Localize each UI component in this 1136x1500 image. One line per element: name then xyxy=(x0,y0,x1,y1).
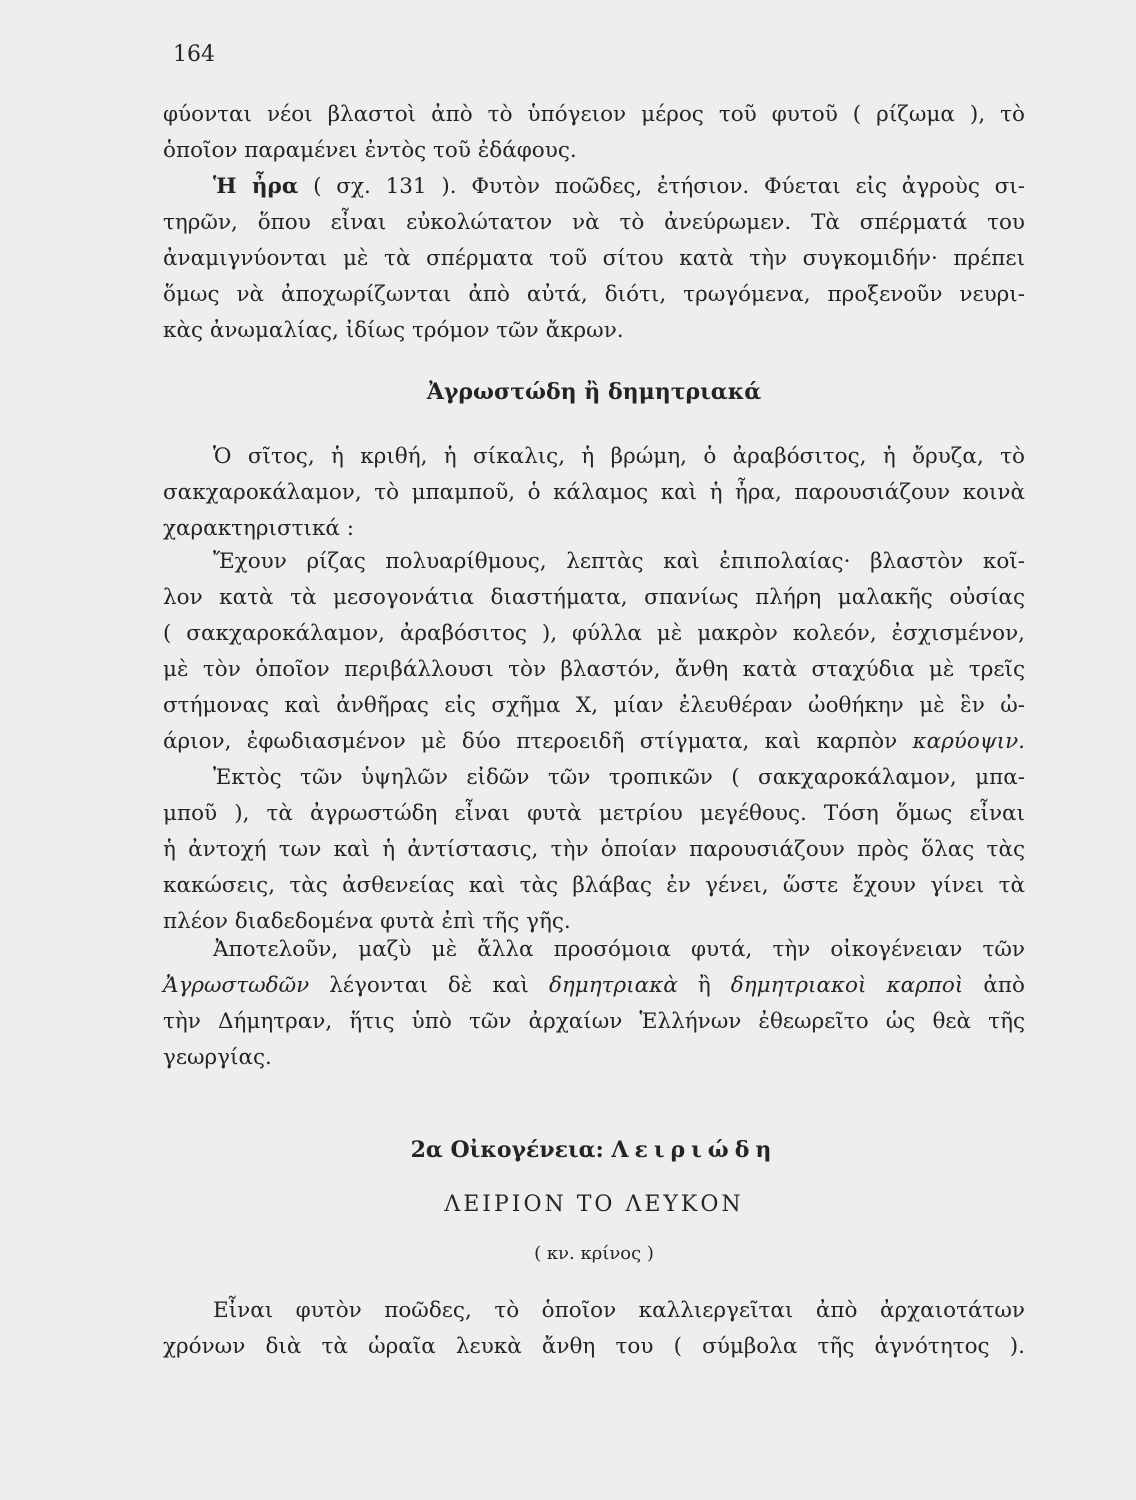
text-line xyxy=(163,169,1025,205)
text-line: μὲ τὸν ὁποῖον περιβάλλουσι τὸν βλαστόν, ἄνθη κατὰ σταχύδια μὲ τρεῖς xyxy=(163,657,1025,682)
family-heading-prefix: 2α Οἰκογένεια: xyxy=(410,1137,612,1163)
text-line: κὰς ἀνωμαλίας, ἰδίως τρόμον τῶν ἄκρων. xyxy=(163,318,624,343)
paragraph-4 xyxy=(163,932,1025,1076)
family-heading-name: Λειριώδη xyxy=(611,1137,778,1163)
text-line: σακχαροκάλαμον, τὸ μπαμποῦ, ὁ κάλαμος καὶ ἡ ἦρα, παρουσιάζουν κοινὰ xyxy=(163,480,1025,505)
text-line: Ἔχουν ρίζας πολυαρίθμους, λεπτὰς καὶ ἐπιπολαίας· βλαστὸν κοῖ- xyxy=(213,549,1025,574)
text-line: ἡ ἀντοχή των καὶ ἡ ἀντίστασις, τὴν ὁποίαν παρουσιάζουν πρὸς ὅλας τὰς xyxy=(163,837,1025,862)
section-heading: Ἀγρωστώδη ἢ δημητριακά xyxy=(426,379,762,405)
text-line: ὅμως νὰ ἀποχωρίζωνται ἀπὸ αὐτά, διότι, τρωγόμενα, προξενοῦν νευρι- xyxy=(163,282,1025,307)
paragraph-2 xyxy=(163,544,1025,760)
text-line: λον κατὰ τὰ μεσογονάτια διαστήματα, σπανίως πλήρη μαλακῆς οὐσίας xyxy=(163,585,1025,610)
page-number: 164 xyxy=(173,42,215,67)
text-line: ἀναμιγνύονται μὲ τὰ σπέρματα τοῦ σίτου κατὰ τὴν συγκομιδήν· πρέπει xyxy=(163,246,1025,271)
italic-term: Ἀγρωστωδῶν xyxy=(163,973,310,998)
text-line: χρόνων διὰ τὰ ὡραῖα λευκὰ ἄνθη του ( σύμβολα τῆς ἁγνότητος ). xyxy=(163,1334,1025,1359)
text-line: Ὁ σῖτος, ἡ κριθή, ἡ σίκαλις, ἡ βρώμη, ὁ ἀραβόσιτος, ἡ ὄρυζα, τὸ xyxy=(213,444,1025,469)
paragraph-1 xyxy=(163,439,1025,547)
text-line: Εἶναι φυτὸν ποῶδες, τὸ ὁποῖον καλλιεργεῖται ἀπὸ ἀρχαιοτάτων xyxy=(213,1298,1025,1323)
family-heading xyxy=(163,1137,1025,1163)
italic-term: δημητριακὰ xyxy=(548,973,678,998)
text-line: Ἐκτὸς τῶν ὑψηλῶν εἰδῶν τῶν τροπικῶν ( σακχαροκάλαμον, μπα- xyxy=(213,765,1025,790)
text-span: ἢ xyxy=(677,973,731,998)
text-line xyxy=(163,968,1025,1004)
text-line: γεωργίας. xyxy=(163,1045,272,1070)
text-line: πλέον διαδεδομένα φυτὰ ἐπὶ τῆς γῆς. xyxy=(163,909,571,934)
text-span: ἀπὸ xyxy=(963,973,1025,998)
text-line: φύονται νέοι βλαστοὶ ἀπὸ τὸ ὑπόγειον μέρος τοῦ φυτοῦ ( ρίζωμα ), τὸ xyxy=(163,102,1025,127)
text-line: τηρῶν, ὅπου εἶναι εὐκολώτατον νὰ τὸ ἀνεύρωμεν. Τὰ σπέρματά του xyxy=(163,210,1025,235)
text-line: Ἀποτελοῦν, μαζὺ μὲ ἄλλα προσόμοια φυτά, τὴν οἰκογένειαν τῶν xyxy=(213,937,1025,962)
text-line xyxy=(163,724,1025,760)
text-line: μποῦ ), τὰ ἀγρωστώδη εἶναι φυτὰ μετρίου μεγέθους. Τόση ὅμως εἶναι xyxy=(163,801,1025,826)
text-line: ( σακχαροκάλαμον, ἀραβόσιτος ), φύλλα μὲ μακρὸν κολεόν, ἐσχισμένον, xyxy=(163,621,1025,646)
species-title: ΛΕΙΡΙΟΝ ΤΟ ΛΕΥΚΟΝ xyxy=(444,1192,744,1217)
para2-last-text: άριον, ἐφωδιασμένον μὲ δύο πτεροειδῆ στίγματα, καὶ καρπὸν xyxy=(163,729,913,754)
common-name: ( κν. κρίνος ) xyxy=(534,1243,654,1264)
opening-paragraph xyxy=(163,97,1025,349)
text-line: χαρακτηριστικά : xyxy=(163,516,355,541)
hra-label: Ἡ ἦρα xyxy=(213,174,299,199)
final-paragraph xyxy=(163,1293,1025,1365)
hra-first-line-rest: ( σχ. 131 ). Φυτὸν ποῶδες, ἐτήσιον. Φύεται εἰς ἀγροὺς σι- xyxy=(298,174,1025,199)
text-line: ὁποῖον παραμένει ἐντὸς τοῦ ἐδάφους. xyxy=(163,138,577,163)
text-line: στήμονας καὶ ἀνθῆρας εἰς σχῆμα X, μίαν ἐλευθέραν ὠοθήκην μὲ ἓν ὠ- xyxy=(163,693,1025,718)
italic-term: δημητριακοὶ καρποὶ xyxy=(730,973,964,998)
text-span: λέγονται δὲ καὶ xyxy=(309,973,549,998)
para2-last-italic: καρύοψιν. xyxy=(912,729,1025,754)
paragraph-3 xyxy=(163,760,1025,940)
text-line: κακώσεις, τὰς ἀσθενείας καὶ τὰς βλάβας ἐν γένει, ὥστε ἔχουν γίνει τὰ xyxy=(163,873,1025,898)
text-line: τὴν Δήμητραν, ἥτις ὑπὸ τῶν ἀρχαίων Ἑλλήνων ἐθεωρεῖτο ὡς θεὰ τῆς xyxy=(163,1009,1025,1034)
